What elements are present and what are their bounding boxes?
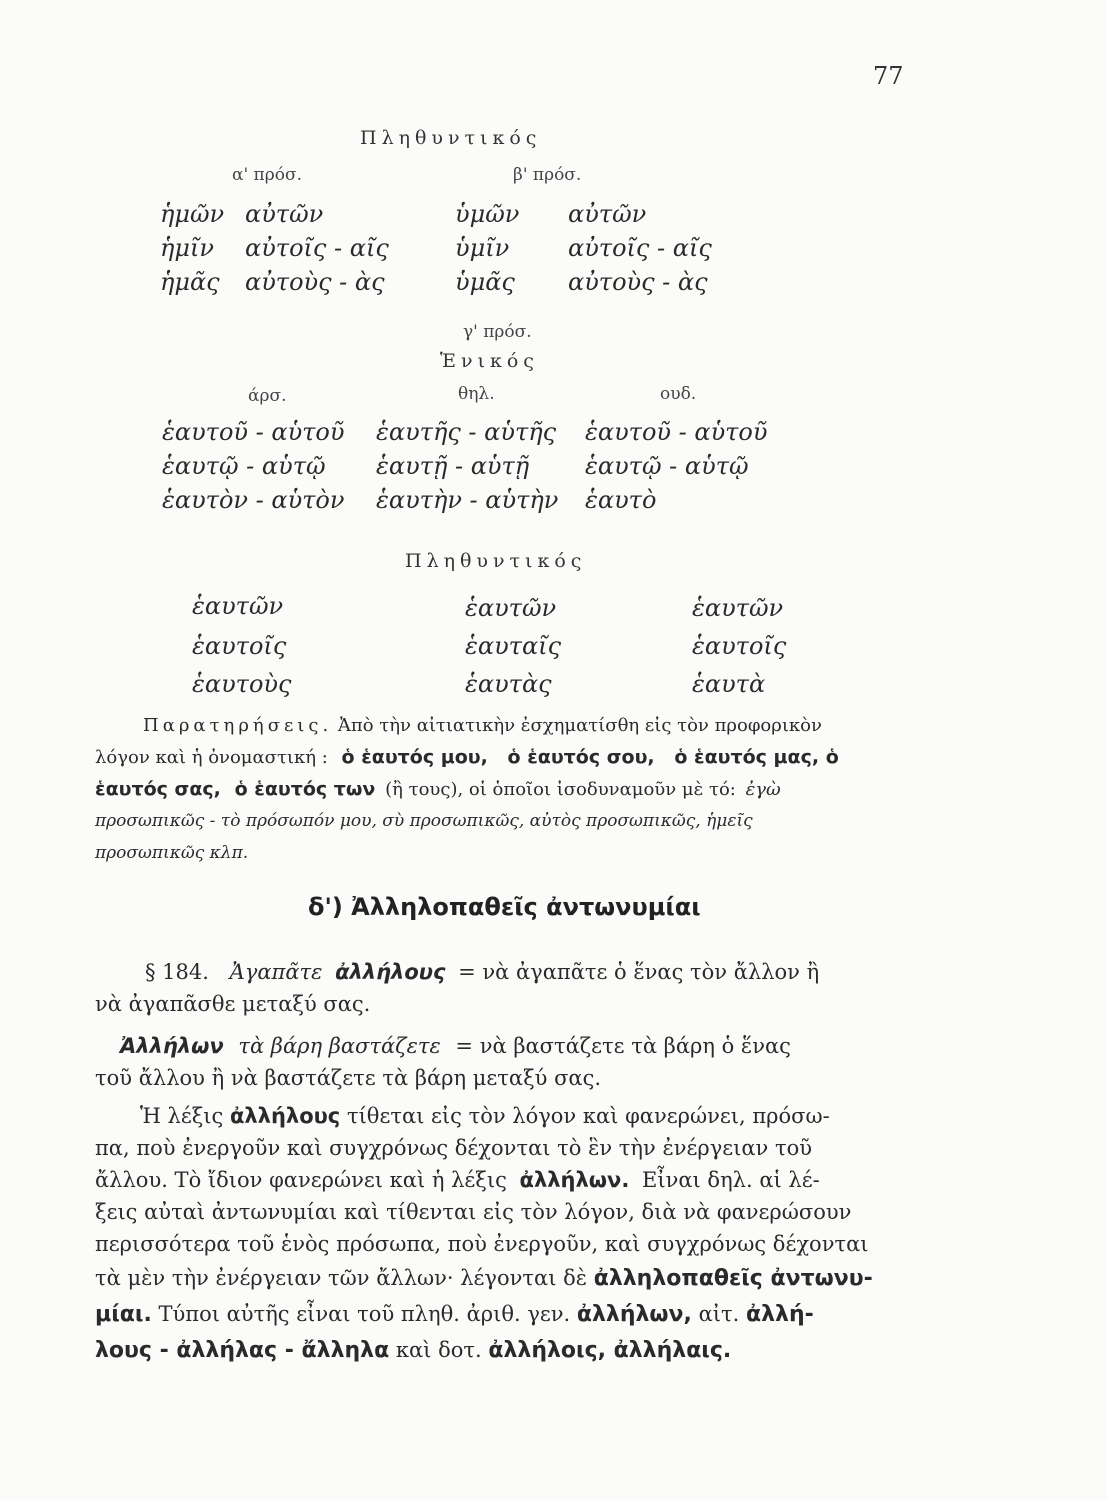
page-number: 77	[873, 62, 904, 90]
plural-title: Πληθυντικός	[360, 127, 542, 149]
table-cell: ἑαυτοῖς	[692, 632, 787, 660]
table-cell: ἑαυτῶν	[465, 594, 557, 622]
singular-title: Ἑνικός	[440, 350, 539, 372]
table-cell: ὑμᾶς	[455, 268, 515, 296]
table-cell: ὑμῶν	[455, 200, 520, 228]
example-line: Ἀλλήλων τὰ βάρη βαστάζετε = νὰ βαστάζετε τὰ βάρη ὁ ἕνας	[120, 1034, 791, 1058]
table-cell: ἑαυτὴν - αὑτὴν	[376, 486, 559, 514]
section-number: § 184.	[145, 960, 209, 984]
table-cell: αὐτοὺς - ὰς	[568, 268, 708, 296]
table-cell: ἑαυτὰ	[692, 670, 766, 698]
table-cell: ἡμᾶς	[160, 268, 220, 296]
paragraph-line: Ἡ λέξις ἀλλήλους τίθεται εἰς τὸν λόγον καὶ φανερώνει, πρόσω-	[140, 1104, 830, 1128]
paragraph-line: τὰ μὲν τὴν ἐνέργειαν τῶν ἄλλων· λέγονται δὲ ἀλληλοπαθεῖς ἀντωνυ-	[95, 1266, 873, 1291]
example-line: νὰ ἀγαπᾶσθε μεταξύ σας.	[95, 992, 371, 1016]
table-cell: ἡμῖν	[160, 234, 214, 262]
paragraph-line: μίαι. Τύποι αὐτῆς εἶναι τοῦ πληθ. ἀριθ. γεν. ἀλλήλων, αἰτ. ἀλλή-	[95, 1302, 814, 1327]
table-cell: ἑαυτῷ - αὑτῷ	[162, 452, 326, 480]
observations-line: προσωπικῶς - τὸ πρόσωπόν μου, σὺ προσωπικῶς, αὐτὸς προσωπικῶς, ἡμεῖς	[95, 811, 753, 831]
table-cell: αὐτοῖς - αῖς	[568, 234, 712, 262]
table-cell: ἑαυτοὺς	[192, 670, 292, 698]
person3-label: γ' πρόσ.	[463, 322, 532, 342]
observations-label: Παρατηρήσεις.	[143, 715, 333, 736]
example-line: § 184. Ἀγαπᾶτε ἀλλήλους = νὰ ἀγαπᾶτε ὁ ἕνας τὸν ἄλλον ἢ	[145, 960, 820, 984]
table-cell: ἑαυτοῦ - αὑτοῦ	[585, 418, 768, 446]
table-cell: ἑαυτῇ - αὑτῇ	[376, 452, 530, 480]
table-cell: ἑαυτὰς	[465, 670, 552, 698]
paragraph-line: πα, ποὺ ἐνεργοῦν καὶ συγχρόνως δέχονται τὸ ἓν τὴν ἐνέργειαν τοῦ	[95, 1136, 813, 1160]
observations-text: Ἀπὸ τὴν αἰτιατικὴν ἐσχηματίσθη εἰς τὸν προφορικὸν	[337, 715, 822, 736]
table-cell: ἑαυτοῖς	[192, 632, 287, 660]
observations-line: ἑαυτός σας, ὁ ἑαυτός των (ἢ τους), οἱ ὁποῖοι ἰσοδυναμοῦν μὲ τό: ἐγὼ	[95, 778, 781, 800]
table-cell: ἑαυτῶν	[192, 592, 284, 620]
gender-neut: ουδ.	[660, 384, 697, 404]
paragraph-line: ἄλλου. Τὸ ἴδιον φανερώνει καὶ ἡ λέξις ἀλλήλων. Εἶναι δηλ. αἱ λέ-	[95, 1168, 820, 1192]
table-cell: αὐτοῖς - αῖς	[245, 234, 389, 262]
gender-fem: θηλ.	[458, 384, 495, 404]
observations-line: λόγον καὶ ἡ ὀνομαστική : ὁ ἑαυτός μου, ὁ ἑαυτός σου, ὁ ἑαυτός μας, ὁ	[95, 746, 839, 768]
table-cell: αὐτῶν	[568, 200, 647, 228]
table-cell: αὐτῶν	[245, 200, 324, 228]
example-line: τοῦ ἄλλου ἢ νὰ βαστάζετε τὰ βάρη μεταξύ σας.	[95, 1066, 602, 1090]
observations-line: προσωπικῶς κλπ.	[95, 843, 249, 863]
plural3-title: Πληθυντικός	[405, 550, 587, 572]
section-heading: δ') Ἀλληλοπαθεῖς ἀντωνυμίαι	[308, 893, 701, 921]
table-cell: ἑαυτὸ	[585, 486, 657, 514]
table-cell: αὐτοὺς - ὰς	[245, 268, 385, 296]
person1-label: α' πρόσ.	[232, 165, 302, 185]
table-cell: ἑαυτῆς - αὑτῆς	[376, 418, 557, 446]
paragraph-line: περισσότερα τοῦ ἑνὸς πρόσωπα, ποὺ ἐνεργοῦν, καὶ συγχρόνως δέχονται	[95, 1232, 869, 1256]
paragraph-line: λους - ἀλλήλας - ἄλληλα καὶ δοτ. ἀλλήλοις, ἀλλήλαις.	[95, 1338, 732, 1363]
gender-masc: άρσ.	[248, 386, 287, 406]
table-cell: ἡμῶν	[160, 200, 225, 228]
table-cell: ἑαυτὸν - αὑτὸν	[162, 486, 345, 514]
paragraph-line: ξεις αὐταὶ ἀντωνυμίαι καὶ τίθενται εἰς τὸν λόγον, διὰ νὰ φανερώσουν	[95, 1200, 852, 1224]
table-cell: ἑαυταῖς	[465, 632, 562, 660]
table-cell: ἑαυτοῦ - αὑτοῦ	[162, 418, 345, 446]
person2-label: β' πρόσ.	[513, 165, 582, 185]
table-cell: ἑαυτῶν	[692, 594, 784, 622]
table-cell: ὑμῖν	[455, 234, 510, 262]
observations-line	[143, 710, 822, 741]
table-cell: ἑαυτῷ - αὑτῷ	[585, 452, 749, 480]
